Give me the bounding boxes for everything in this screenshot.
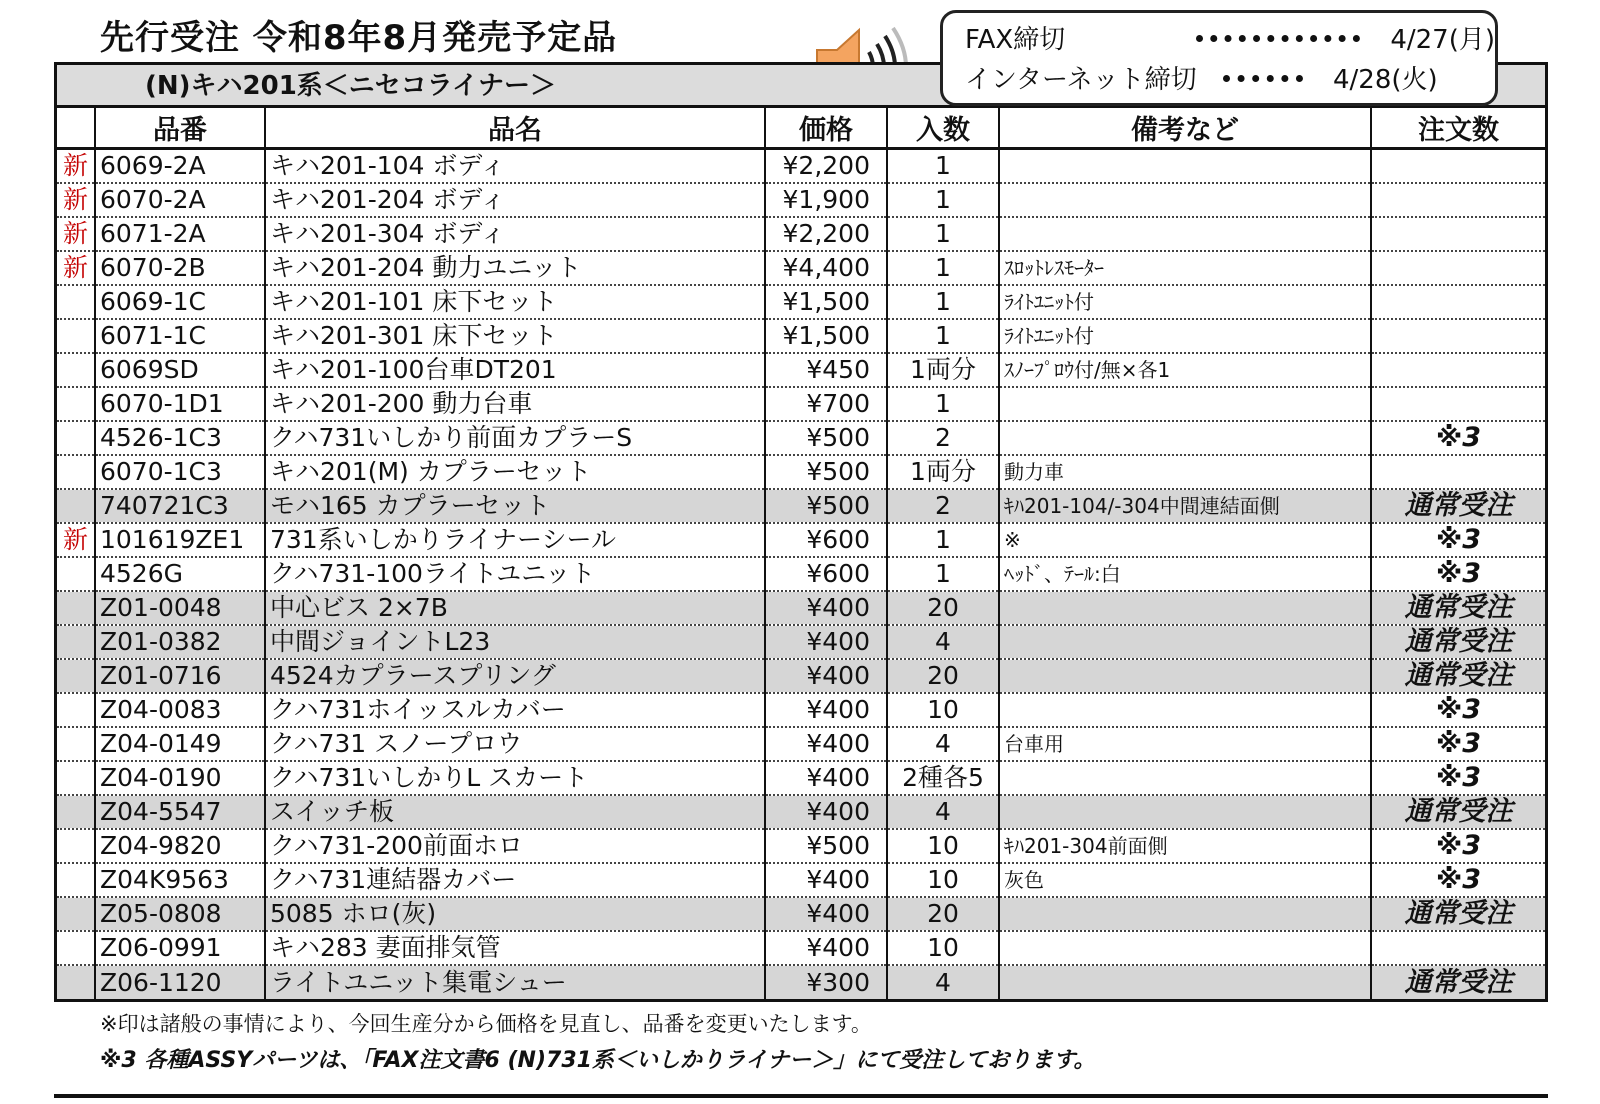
price-cell: ¥450	[765, 353, 887, 387]
part-name: 中間ジョイントL23	[265, 625, 765, 659]
notes-cell: ﾗｲﾄﾕﾆｯﾄ付	[999, 319, 1371, 353]
notes-cell: ※	[999, 523, 1371, 557]
new-mark	[57, 965, 95, 999]
part-code: Z06-1120	[95, 965, 265, 999]
header-order: 注文数	[1371, 108, 1545, 149]
quantity-cell: 1	[887, 251, 999, 285]
order-quantity-cell[interactable]: 通常受注	[1371, 489, 1545, 523]
notes-cell	[999, 795, 1371, 829]
header-qty: 入数	[887, 108, 999, 149]
order-quantity-cell[interactable]: 通常受注	[1371, 659, 1545, 693]
quantity-cell: 2	[887, 421, 999, 455]
table-row	[57, 353, 1545, 387]
order-quantity-cell[interactable]: 通常受注	[1371, 965, 1545, 999]
new-mark	[57, 319, 95, 353]
new-mark: 新	[57, 183, 95, 217]
internet-deadline-row	[965, 57, 1495, 97]
order-quantity-cell[interactable]	[1371, 251, 1545, 285]
part-name: スイッチ板	[265, 795, 765, 829]
quantity-cell: 1	[887, 183, 999, 217]
order-quantity-cell[interactable]: 通常受注	[1371, 591, 1545, 625]
quantity-cell: 1	[887, 285, 999, 319]
new-mark	[57, 285, 95, 319]
quantity-cell: 2	[887, 489, 999, 523]
new-mark: 新	[57, 217, 95, 251]
part-code: Z04K9563	[95, 863, 265, 897]
notes-cell	[999, 693, 1371, 727]
order-quantity-cell[interactable]: 通常受注	[1371, 795, 1545, 829]
table-row	[57, 727, 1545, 761]
price-cell: ¥400	[765, 659, 887, 693]
quantity-cell: 2種各5	[887, 761, 999, 795]
new-mark	[57, 353, 95, 387]
part-code: Z01-0048	[95, 591, 265, 625]
price-cell: ¥2,200	[765, 217, 887, 251]
notes-cell: 台車用	[999, 727, 1371, 761]
parts-table-frame	[54, 62, 1548, 1002]
price-cell: ¥400	[765, 897, 887, 931]
notes-cell: ｷﾊ201-104/-304中間連結面側	[999, 489, 1371, 523]
part-code: Z04-5547	[95, 795, 265, 829]
table-row	[57, 251, 1545, 285]
dotted-leader	[1196, 35, 1360, 42]
part-code: 6069SD	[95, 353, 265, 387]
new-mark	[57, 387, 95, 421]
price-cell: ¥400	[765, 693, 887, 727]
notes-cell	[999, 149, 1371, 184]
bottom-rule	[54, 1094, 1548, 1098]
part-code: Z04-9820	[95, 829, 265, 863]
order-quantity-cell[interactable]: 通常受注	[1371, 625, 1545, 659]
quantity-cell: 4	[887, 795, 999, 829]
part-name: キハ201-204 ボディ	[265, 183, 765, 217]
part-name: クハ731連結器カバー	[265, 863, 765, 897]
price-cell: ¥400	[765, 761, 887, 795]
notes-cell	[999, 183, 1371, 217]
part-name: クハ731いしかりL スカート	[265, 761, 765, 795]
part-name: クハ731 スノープロウ	[265, 727, 765, 761]
part-name: キハ283 妻面排気管	[265, 931, 765, 965]
notes-cell	[999, 897, 1371, 931]
part-code: 740721C3	[95, 489, 265, 523]
price-cell: ¥300	[765, 965, 887, 999]
dotted-leader	[1223, 75, 1303, 82]
price-cell: ¥400	[765, 931, 887, 965]
new-mark: 新	[57, 523, 95, 557]
part-name: 5085 ホロ(灰)	[265, 897, 765, 931]
order-quantity-cell[interactable]: ※3	[1371, 693, 1545, 727]
price-cell: ¥1,900	[765, 183, 887, 217]
internet-deadline-label: インターネット締切	[965, 64, 1197, 95]
new-mark	[57, 455, 95, 489]
order-quantity-cell[interactable]	[1371, 217, 1545, 251]
part-code: Z04-0190	[95, 761, 265, 795]
part-code: 101619ZE1	[95, 523, 265, 557]
part-name: ライトユニット集電シュー	[265, 965, 765, 999]
order-quantity-cell[interactable]	[1371, 285, 1545, 319]
order-quantity-cell[interactable]: ※3	[1371, 727, 1545, 761]
new-mark	[57, 625, 95, 659]
order-quantity-cell[interactable]	[1371, 319, 1545, 353]
header-name: 品名	[265, 108, 765, 149]
footnote-price-revision: ※印は諸般の事情により、今回生産分から価格を見直し、品番を変更いたします。	[100, 1012, 872, 1036]
notes-cell: ｷﾊ201-304前面側	[999, 829, 1371, 863]
part-code: 4526-1C3	[95, 421, 265, 455]
new-mark	[57, 795, 95, 829]
notes-cell: ﾗｲﾄﾕﾆｯﾄ付	[999, 285, 1371, 319]
quantity-cell: 10	[887, 863, 999, 897]
order-quantity-cell[interactable]: ※3	[1371, 557, 1545, 591]
fax-deadline-date: 4/27(月)	[1390, 24, 1495, 55]
price-cell: ¥2,200	[765, 149, 887, 184]
table-row	[57, 149, 1545, 184]
notes-cell	[999, 591, 1371, 625]
new-mark	[57, 421, 95, 455]
part-code: 6070-2B	[95, 251, 265, 285]
quantity-cell: 1両分	[887, 455, 999, 489]
notes-cell	[999, 659, 1371, 693]
quantity-cell: 10	[887, 829, 999, 863]
fax-deadline-label: FAX締切	[965, 24, 1066, 55]
price-cell: ¥600	[765, 523, 887, 557]
order-quantity-cell[interactable]: ※3	[1371, 863, 1545, 897]
new-mark	[57, 591, 95, 625]
notes-cell: ﾍｯﾄﾞ、ﾃｰﾙ:白	[999, 557, 1371, 591]
part-name: クハ731ホイッスルカバー	[265, 693, 765, 727]
quantity-cell: 4	[887, 625, 999, 659]
table-body	[57, 149, 1545, 1000]
part-name: 731系いしかりライナーシール	[265, 523, 765, 557]
table-row	[57, 897, 1545, 931]
notes-cell	[999, 387, 1371, 421]
part-name: 4524カプラースプリング	[265, 659, 765, 693]
table-row	[57, 931, 1545, 965]
part-code: Z06-0991	[95, 931, 265, 965]
part-code: Z01-0382	[95, 625, 265, 659]
order-quantity-cell[interactable]: ※3	[1371, 523, 1545, 557]
notes-cell	[999, 217, 1371, 251]
notes-cell: 灰色	[999, 863, 1371, 897]
new-mark	[57, 897, 95, 931]
part-name: キハ201(M) カプラーセット	[265, 455, 765, 489]
notes-cell: ｽﾛｯﾄﾚｽﾓｰﾀｰ	[999, 251, 1371, 285]
part-code: 4526G	[95, 557, 265, 591]
table-header-row	[57, 108, 1545, 149]
price-cell: ¥500	[765, 829, 887, 863]
price-cell: ¥600	[765, 557, 887, 591]
new-mark	[57, 693, 95, 727]
quantity-cell: 20	[887, 897, 999, 931]
table-row	[57, 693, 1545, 727]
quantity-cell: 1	[887, 387, 999, 421]
new-mark	[57, 489, 95, 523]
part-code: 6071-2A	[95, 217, 265, 251]
table-row	[57, 319, 1545, 353]
internet-deadline-date: 4/28(火)	[1333, 64, 1438, 95]
quantity-cell: 1	[887, 523, 999, 557]
price-cell: ¥500	[765, 489, 887, 523]
table-row	[57, 557, 1545, 591]
table-row	[57, 659, 1545, 693]
header-notes: 備考など	[999, 108, 1371, 149]
notes-cell	[999, 761, 1371, 795]
part-name: クハ731いしかり前面カプラーS	[265, 421, 765, 455]
new-mark: 新	[57, 251, 95, 285]
price-cell: ¥400	[765, 625, 887, 659]
new-mark: 新	[57, 149, 95, 184]
new-mark	[57, 659, 95, 693]
header-code: 品番	[95, 108, 265, 149]
part-name: キハ201-101 床下セット	[265, 285, 765, 319]
part-code: 6069-1C	[95, 285, 265, 319]
part-code: Z05-0808	[95, 897, 265, 931]
new-mark	[57, 863, 95, 897]
part-name: モハ165 カプラーセット	[265, 489, 765, 523]
table-row	[57, 183, 1545, 217]
table-row	[57, 625, 1545, 659]
part-code: 6069-2A	[95, 149, 265, 184]
quantity-cell: 4	[887, 727, 999, 761]
price-cell: ¥4,400	[765, 251, 887, 285]
quantity-cell: 20	[887, 591, 999, 625]
quantity-cell: 1	[887, 217, 999, 251]
table-row	[57, 863, 1545, 897]
table-row	[57, 489, 1545, 523]
quantity-cell: 4	[887, 965, 999, 999]
part-code: 6070-2A	[95, 183, 265, 217]
part-code: 6070-1C3	[95, 455, 265, 489]
new-mark	[57, 829, 95, 863]
table-row	[57, 421, 1545, 455]
part-name: キハ201-301 床下セット	[265, 319, 765, 353]
price-cell: ¥500	[765, 421, 887, 455]
order-quantity-cell[interactable]	[1371, 931, 1545, 965]
order-quantity-cell[interactable]: ※3	[1371, 761, 1545, 795]
new-mark	[57, 931, 95, 965]
quantity-cell: 1	[887, 319, 999, 353]
part-name: クハ731-200前面ホロ	[265, 829, 765, 863]
table-row	[57, 285, 1545, 319]
quantity-cell: 10	[887, 931, 999, 965]
table-row	[57, 387, 1545, 421]
page-title: 先行受注 令和8年8月発売予定品	[100, 18, 618, 58]
quantity-cell: 10	[887, 693, 999, 727]
new-mark	[57, 761, 95, 795]
notes-cell: ｽﾉｰﾌﾟﾛｳ付/無×各1	[999, 353, 1371, 387]
notes-cell	[999, 421, 1371, 455]
table-row	[57, 217, 1545, 251]
quantity-cell: 20	[887, 659, 999, 693]
new-mark	[57, 557, 95, 591]
new-mark	[57, 727, 95, 761]
table-row	[57, 591, 1545, 625]
part-code: Z04-0149	[95, 727, 265, 761]
price-cell: ¥500	[765, 455, 887, 489]
order-quantity-cell[interactable]: 通常受注	[1371, 897, 1545, 931]
order-quantity-cell[interactable]: ※3	[1371, 421, 1545, 455]
part-code: 6070-1D1	[95, 387, 265, 421]
part-name: 中心ビス 2×7B	[265, 591, 765, 625]
part-name: キハ201-104 ボディ	[265, 149, 765, 184]
price-cell: ¥400	[765, 863, 887, 897]
price-cell: ¥700	[765, 387, 887, 421]
order-quantity-cell[interactable]	[1371, 183, 1545, 217]
order-quantity-cell[interactable]	[1371, 149, 1545, 184]
table-row	[57, 795, 1545, 829]
part-name: キハ201-100台車DT201	[265, 353, 765, 387]
part-code: Z04-0083	[95, 693, 265, 727]
order-quantity-cell[interactable]: ※3	[1371, 829, 1545, 863]
quantity-cell: 1	[887, 557, 999, 591]
notes-cell: 動力車	[999, 455, 1371, 489]
table-row	[57, 965, 1545, 999]
deadline-box	[940, 10, 1498, 106]
part-code: Z01-0716	[95, 659, 265, 693]
order-quantity-cell[interactable]	[1371, 387, 1545, 421]
quantity-cell: 1両分	[887, 353, 999, 387]
quantity-cell: 1	[887, 149, 999, 184]
order-quantity-cell[interactable]	[1371, 353, 1545, 387]
notes-cell	[999, 625, 1371, 659]
section-title: (N)キハ201系＜ニセコライナー＞	[57, 65, 1545, 108]
table-row	[57, 455, 1545, 489]
parts-table	[57, 108, 1545, 999]
header-price: 価格	[765, 108, 887, 149]
header-mark	[57, 108, 95, 149]
fax-deadline-row	[965, 17, 1495, 57]
part-name: キハ201-200 動力台車	[265, 387, 765, 421]
order-quantity-cell[interactable]	[1371, 455, 1545, 489]
part-code: 6071-1C	[95, 319, 265, 353]
part-name: キハ201-204 動力ユニット	[265, 251, 765, 285]
footnote-assy-parts: ※3 各種ASSYパーツは、「FAX注文書6 (N)731系＜いしかりライナー＞」にて受注しております。	[100, 1048, 1096, 1073]
notes-cell	[999, 931, 1371, 965]
price-cell: ¥1,500	[765, 285, 887, 319]
price-cell: ¥400	[765, 727, 887, 761]
notes-cell	[999, 965, 1371, 999]
table-row	[57, 523, 1545, 557]
table-row	[57, 829, 1545, 863]
price-cell: ¥1,500	[765, 319, 887, 353]
part-name: キハ201-304 ボディ	[265, 217, 765, 251]
price-cell: ¥400	[765, 795, 887, 829]
part-name: クハ731-100ライトユニット	[265, 557, 765, 591]
table-row	[57, 761, 1545, 795]
price-cell: ¥400	[765, 591, 887, 625]
